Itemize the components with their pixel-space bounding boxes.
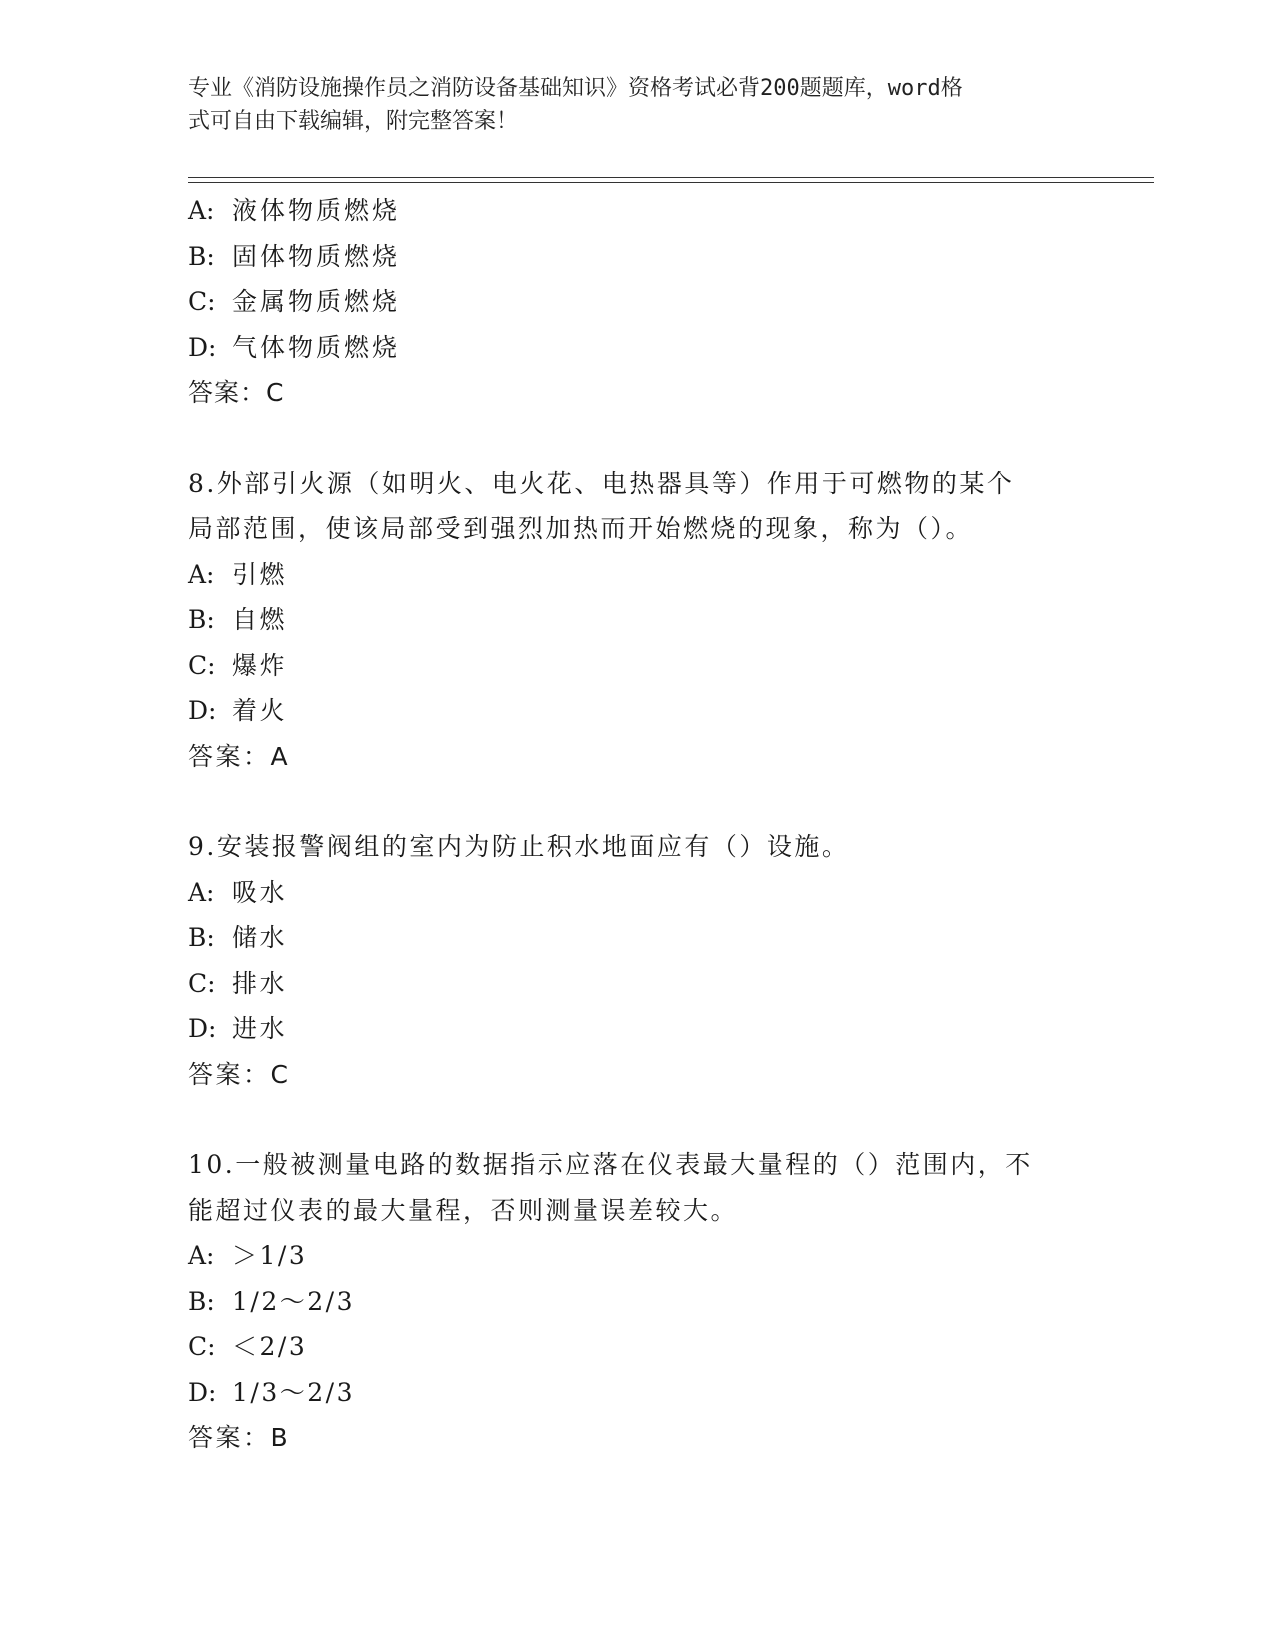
answer-line: 答案：C [188,1059,291,1089]
option-c: C: 爆炸 [188,650,288,680]
option-d: D: 气体物质燃烧 [188,332,401,362]
option-d: D: 着火 [188,696,288,725]
question-text-line: 8.外部引火源（如明火、电火花、电热器具等）作用于可燃物的某个 [188,468,1015,498]
option-d: D: 进水 [188,1014,288,1043]
question-9 [188,824,1088,1097]
question-text-line: 10.一般被测量电路的数据指示应落在仪表最大量程的（）范围内，不 [188,1150,1033,1179]
option-a: A: 吸水 [188,877,288,907]
document-body [188,188,1088,1461]
option-b: B: 固体物质燃烧 [188,241,401,271]
answer-line: 答案：C [188,378,285,407]
option-a: A: 液体物质燃烧 [188,196,401,225]
header-divider [188,177,1154,183]
option-a: A: ＞1/3 [188,1241,308,1270]
answer-line: 答案：A [188,741,291,771]
option-b: B: 自燃 [188,605,288,634]
option-b: B: 储水 [188,923,288,952]
question-8 [188,461,1088,780]
header-line-2: 式可自由下载编辑，附完整答案！ [188,109,519,134]
option-c: C: ＜2/3 [188,1332,308,1361]
option-d: D: 1/3～2/3 [188,1377,355,1407]
option-b: B: 1/2～2/3 [188,1286,355,1316]
option-a: A: 引燃 [188,559,288,589]
question-text-line: 局部范围，使该局部受到强烈加热而开始燃烧的现象，称为（）。 [188,514,974,543]
page-header [188,72,1068,138]
question-10 [188,1142,1088,1461]
question-7-continued [188,188,1088,416]
question-text-line: 能超过仪表的最大量程，否则测量误差较大。 [188,1195,739,1225]
question-text-line: 9.安装报警阀组的室内为防止积水地面应有（）设施。 [188,832,850,861]
answer-line: 答案：B [188,1423,291,1452]
option-c: C: 金属物质燃烧 [188,287,401,316]
header-line-1: 专业《消防设施操作员之消防设备基础知识》资格考试必背200题题库，word格 [188,76,963,101]
option-c: C: 排水 [188,968,288,998]
